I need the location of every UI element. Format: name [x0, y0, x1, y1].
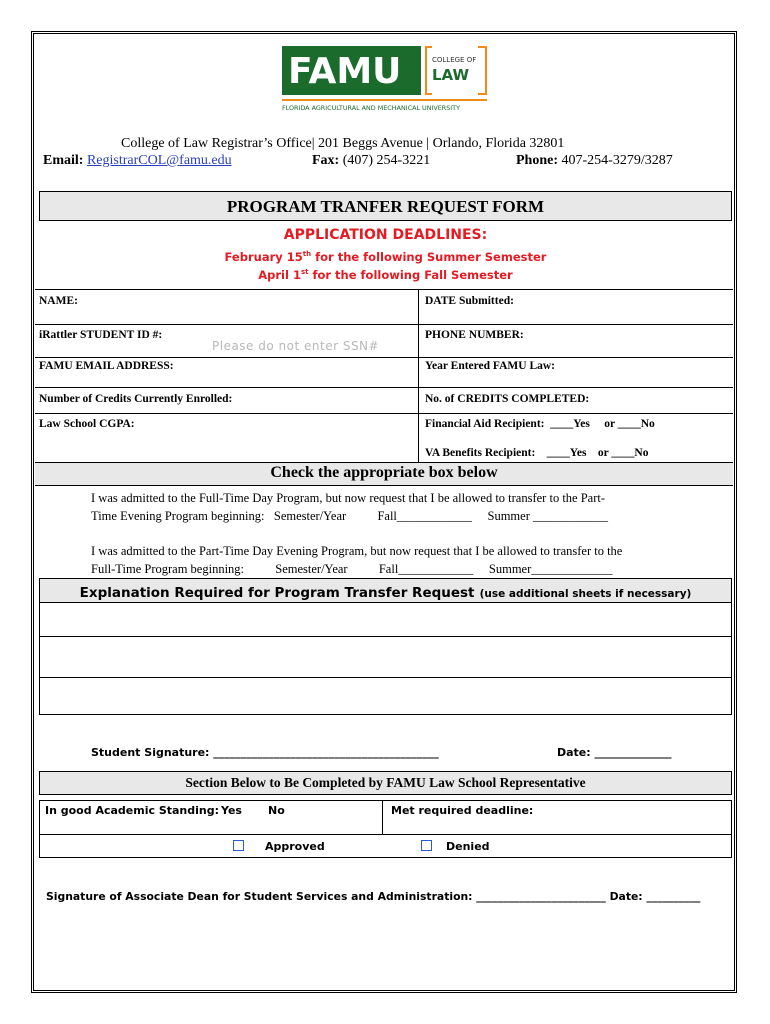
academic-standing-no[interactable]: No — [268, 804, 285, 817]
famu-email-input[interactable] — [190, 359, 410, 385]
denied-checkbox[interactable] — [421, 840, 432, 851]
check-heading: Check the appropriate box below — [270, 464, 498, 481]
representative-heading: Section Below to Be Completed by FAMU Law School Representative — [185, 775, 586, 790]
dean-signature-field[interactable]: Signature of Associate Dean for Student Services and Administration: ________________________ Date: __________ — [46, 890, 701, 903]
approved-checkbox[interactable] — [233, 840, 244, 851]
student-id-label: iRattler STUDENT ID #: — [39, 329, 163, 341]
deadline-fall: April 1st for the following Fall Semester — [258, 268, 513, 282]
deadlines-heading: APPLICATION DEADLINES: — [283, 227, 488, 243]
logo-divider — [282, 99, 487, 101]
fax-label: Fax: — [312, 153, 340, 168]
date-submitted-input[interactable] — [530, 292, 725, 320]
academic-standing-label: In good Academic Standing: — [45, 804, 220, 817]
name-label: NAME: — [39, 295, 78, 307]
option-parttime-to-fulltime[interactable] — [88, 544, 728, 580]
student-id-input[interactable]: Please do not enter SSN# — [212, 339, 380, 353]
year-entered-input[interactable] — [575, 359, 725, 385]
option2-line1: I was admitted to the Part-Time Day Evening Program, but now request that I be allowed to transfer to the — [91, 544, 623, 558]
year-entered-label: Year Entered FAMU Law: — [425, 360, 555, 372]
phone-number-input[interactable] — [540, 326, 725, 354]
deadline-summer: February 15th for the following Summer Semester — [224, 250, 547, 264]
credits-enrolled-label: Number of Credits Currently Enrolled: — [39, 393, 233, 405]
famu-law-logo — [280, 44, 490, 119]
credits-enrolled-input[interactable] — [255, 390, 410, 412]
option1-line2: Time Evening Program beginning: Semester/Year Fall____________ Summer ____________ — [91, 509, 608, 523]
email-link[interactable]: RegistrarCOL@famu.edu — [86, 153, 232, 168]
va-benefits-field[interactable]: VA Benefits Recipient: ____Yes or ____No — [425, 447, 649, 459]
credits-completed-label: No. of CREDITS COMPLETED: — [425, 393, 590, 405]
logo-famu-text: FAMU — [288, 51, 402, 92]
email-label: Email: — [43, 153, 84, 168]
option-fulltime-to-parttime[interactable] — [88, 491, 728, 527]
form-title: PROGRAM TRANFER REQUEST FORM — [226, 197, 545, 216]
met-deadline-label: Met required deadline: — [391, 804, 534, 817]
logo-college-of: COLLEGE OF — [432, 56, 477, 64]
logo-university: FLORIDA AGRICULTURAL AND MECHANICAL UNIVERSITY — [282, 104, 460, 112]
famu-email-label: FAMU EMAIL ADDRESS: — [39, 360, 174, 372]
explanation-heading — [39, 582, 732, 601]
phone-value: 407-254-3279/3287 — [561, 153, 673, 168]
logo-famu-block — [282, 46, 421, 95]
phone-number-label: PHONE NUMBER: — [425, 329, 524, 341]
student-date-field[interactable]: Date: ______________ — [557, 746, 672, 759]
address-line: College of Law Registrar’s Office| 201 Beggs Avenue | Orlando, Florida 32801 — [121, 136, 565, 151]
student-signature-field[interactable]: Student Signature: _________________________________________ — [91, 746, 439, 759]
denied-label: Denied — [446, 840, 490, 853]
explanation-title: Explanation Required for Program Transfer Request — [79, 585, 475, 601]
contact-line — [43, 153, 723, 171]
fax-value: (407) 254-3221 — [342, 153, 431, 168]
academic-standing-yes[interactable]: Yes — [221, 804, 242, 817]
approved-label: Approved — [265, 840, 325, 853]
logo-law: LAW — [432, 66, 470, 84]
cgpa-input[interactable] — [150, 415, 410, 460]
name-input[interactable] — [120, 292, 410, 320]
financial-aid-field[interactable]: Financial Aid Recipient: ____Yes or ____No — [425, 418, 655, 430]
option2-line2: Full-Time Program beginning: Semester/Year Fall____________ Summer_____________ — [91, 562, 613, 576]
explanation-textarea[interactable] — [39, 603, 732, 715]
explanation-note: (use additional sheets if necessary) — [479, 588, 692, 600]
cgpa-label: Law School CGPA: — [39, 418, 135, 430]
credits-completed-input[interactable] — [610, 390, 725, 412]
phone-label: Phone: — [516, 153, 558, 168]
date-submitted-label: DATE Submitted: — [425, 295, 514, 307]
option1-line1: I was admitted to the Full-Time Day Program, but now request that I be allowed to transfer to the Part- — [91, 491, 606, 505]
